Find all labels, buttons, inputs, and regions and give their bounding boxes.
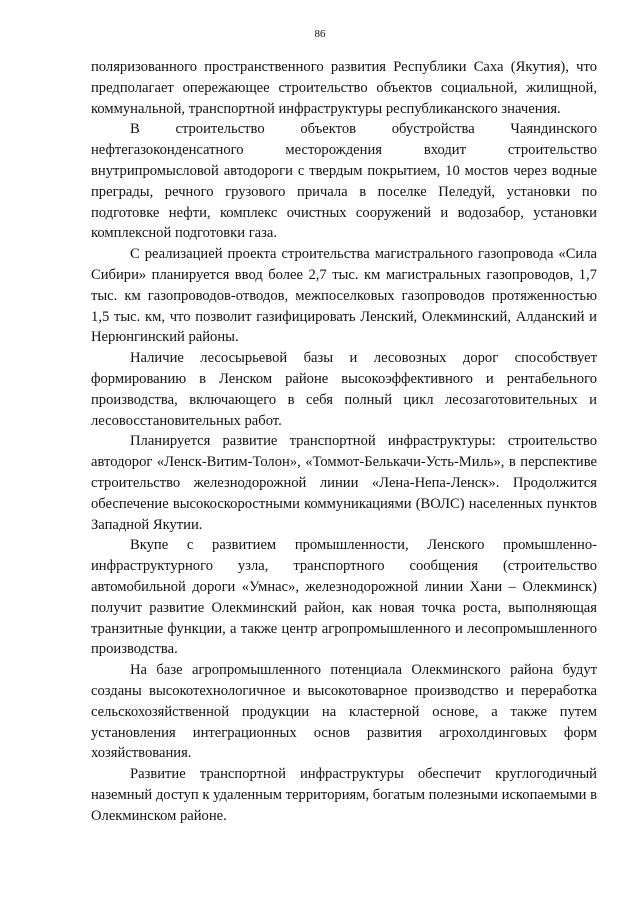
paragraph-olekminsk-growth: Вкупе с развитием промышленности, Ленского промышленно-инфраструктурного узла, транспортного сообщения (строительство автомобильной дороги «Умнас», железнодорожной линии Хани – Олекминск) получит развитие Олекминский район, как новая точка роста, выполняющая транзитные функции, а также центр агропромышленного и лесопромышленного производства. — [91, 537, 597, 658]
paragraph-transport-access: Развитие транспортной инфраструктуры обеспечит круглогодичный наземный доступ к удаленным территориям, богатым полезными ископаемыми в Олекминском районе. — [91, 766, 597, 824]
paragraph-agro-potential: На базе агропромышленного потенциала Олекминского района будут созданы высокотехнологичное и высокотоварное производство и переработка сельскохозяйственной продукции на кластерной основе, а также путем установления интеграционных основ развития агрохолдинговых форм хозяйствования. — [91, 662, 597, 762]
paragraph-continuation: поляризованного пространственного развития Республики Саха (Якутия), что предполагает опережающее строительство объектов социальной, жилищной, коммунальной, транспортной инфраструктуры республиканского значения. — [91, 59, 597, 117]
paragraph-power-of-siberia: С реализацией проекта строительства магистрального газопровода «Сила Сибири» планируется ввод более 2,7 тыс. км магистральных газопроводов, 1,7 тыс. км газопроводов-отводов, межпоселковых газопроводов протяженностью 1,5 тыс. км, что позволит газифицировать Ленский, Олекминский, Алданский и Нерюнгинский районы. — [91, 246, 597, 346]
paragraph-transport-plans: Планируется развитие транспортной инфраструктуры: строительство автодорог «Ленск-Витим-Толон», «Томмот-Белькачи-Усть-Миль», в перспективе строительство железнодорожной линии «Лена-Непа-Ленск». Продолжится обеспечение высокоскоростными коммуникациями (ВОЛС) населенных пунктов Западной Якутии. — [91, 433, 597, 533]
page-number: 86 — [314, 28, 326, 40]
paragraph-forestry: Наличие лесосырьевой базы и лесовозных дорог способствует формированию в Ленском районе высокоэффективного и рентабельного производства, включающего в себя полный цикл лесозаготовительных и лесовосстановительных работ. — [91, 350, 597, 429]
document-body — [91, 57, 597, 826]
paragraph-chayanda-field: В строительство объектов обустройства Чаяндинского нефтегазоконденсатного месторождения входит строительство внутрипромысловой автодороги с твердым покрытием, 10 мостов через водные преграды, речного грузового причала в поселке Пеледуй, установки по подготовке нефти, комплекс очистных сооружений и водозабор, установки комплексной подготовки газа. — [91, 121, 597, 242]
